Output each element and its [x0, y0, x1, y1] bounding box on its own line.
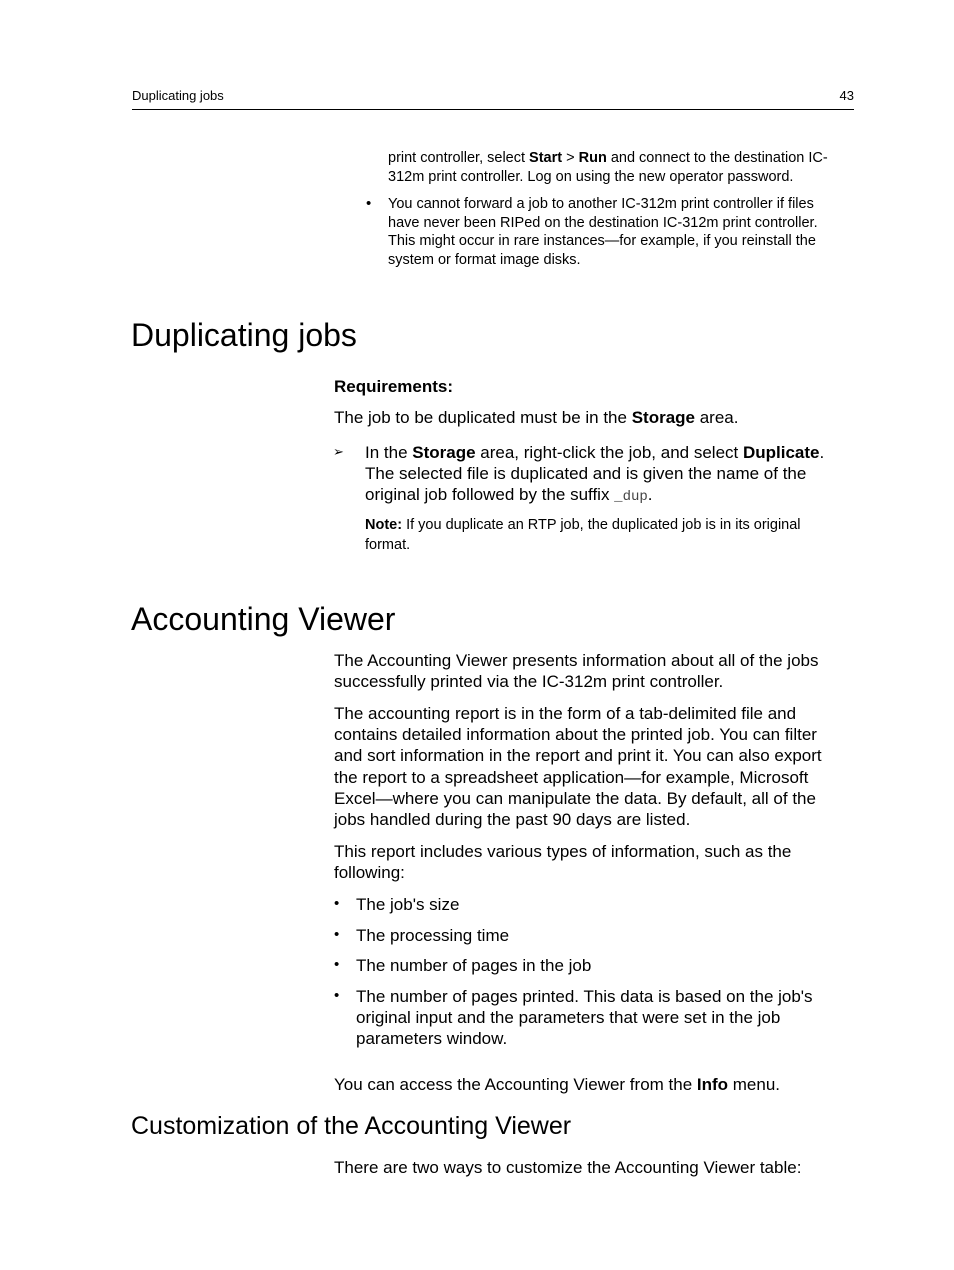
header-rule — [132, 109, 854, 110]
section-heading-duplicating: Duplicating jobs — [131, 317, 357, 353]
list-item: The job's size — [356, 895, 460, 914]
duplicate-step-text: In the Storage area, right-click the job, and select Duplicate. The selected file is duplicated and is given the name of the original job followed by the suffix _dup. — [365, 443, 825, 506]
bullet-dot: • — [334, 956, 340, 973]
duplicate-note: Note: If you duplicate an RTP job, the duplicated job is in its original format. — [365, 517, 801, 553]
accounting-access-text: You can access the Accounting Viewer from the Info menu. — [334, 1075, 781, 1094]
step-arrow-icon: ➢ — [333, 444, 344, 459]
bullet-dot: • — [366, 195, 372, 212]
customization-paragraph: There are two ways to customize the Accounting Viewer table: — [334, 1158, 802, 1177]
running-header-title: Duplicating jobs — [132, 88, 224, 103]
list-item: The number of pages in the job — [356, 956, 592, 975]
intro-continued-text: print controller, select Start > Run and connect to the destination IC-312m print controller. Log on using the new operator password. — [388, 150, 828, 185]
subsection-heading-customization: Customization of the Accounting Viewer — [131, 1112, 572, 1140]
requirements-text: The job to be duplicated must be in the Storage area. — [334, 408, 739, 427]
intro-bullet-text: You cannot forward a job to another IC-312m print controller if files have never been RIPed on the destination IC-312m print controller. This might occur in rare instances—for example, if you reinstall the system or format image disks. — [388, 196, 818, 268]
requirements-label: Requirements: — [334, 377, 454, 396]
bullet-dot: • — [334, 987, 340, 1004]
section-heading-accounting-viewer: Accounting Viewer — [131, 601, 396, 637]
bullet-dot: • — [334, 926, 340, 943]
list-item: The processing time — [356, 926, 510, 945]
bullet-dot: • — [334, 895, 340, 912]
list-item: The number of pages printed. This data is based on the job's original input and the parameters that were set in the job parameters window. — [356, 987, 813, 1049]
accounting-paragraph-3: This report includes various types of information, such as the following: — [334, 842, 792, 883]
accounting-paragraph-1: The Accounting Viewer presents information about all of the jobs successfully printed via the IC-312m print controller. — [334, 651, 819, 692]
accounting-paragraph-2: The accounting report is in the form of a tab-delimited file and contains detailed information about the printed job. You can filter and sort information in the report and print it. You can also export the report to a spreadsheet application—for example, Microsoft Excel—where you can manipulate the data. By default, all of the jobs handled during the past 90 days are listed. — [334, 704, 822, 830]
page-number: 43 — [839, 88, 854, 103]
